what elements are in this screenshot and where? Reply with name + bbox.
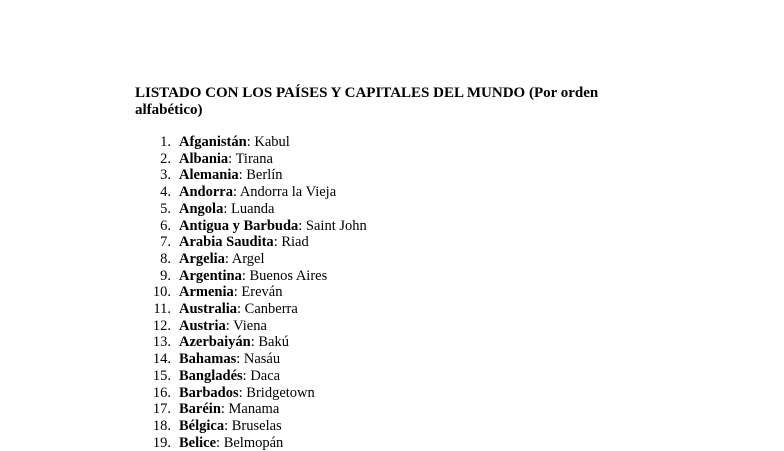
item-number: 3.	[160, 167, 171, 184]
item-number: 16.	[152, 384, 171, 401]
country-list-item	[140, 385, 367, 402]
country-list-item	[140, 418, 367, 435]
capital-name: : Luanda	[223, 200, 275, 217]
country-list-item	[140, 218, 367, 235]
capital-name: : Nasáu	[236, 351, 281, 368]
country-name: Bélgica	[179, 417, 225, 434]
capital-name: : Kabul	[246, 134, 290, 150]
country-name: Bahamas	[179, 351, 237, 368]
capital-name: : Canberra	[237, 301, 298, 318]
country-name: Argentina	[179, 267, 242, 284]
country-list-item	[140, 134, 367, 151]
capital-name: : Riad	[273, 234, 309, 251]
item-number: 5.	[160, 200, 171, 217]
item-number: 13.	[152, 334, 171, 351]
country-name: Barbados	[179, 384, 239, 401]
country-list-item	[140, 301, 367, 318]
country-list-item	[140, 167, 367, 184]
item-number: 19.	[152, 434, 171, 451]
country-list-item	[140, 334, 367, 351]
country-list	[140, 134, 367, 451]
capital-name: : Argel	[224, 250, 265, 267]
country-list-item	[140, 151, 367, 168]
country-name: Belice	[179, 434, 217, 451]
capital-name: : Viena	[225, 317, 267, 334]
capital-name: : Bakú	[250, 334, 289, 351]
country-list-item	[140, 351, 367, 368]
country-name: Baréin	[179, 401, 221, 418]
country-name: Alemania	[179, 167, 239, 184]
item-number: 6.	[160, 217, 171, 234]
country-name: Azerbaiyán	[179, 334, 251, 351]
country-list-item	[140, 201, 367, 218]
item-number: 4.	[160, 184, 171, 201]
country-name: Andorra	[179, 184, 233, 201]
item-number: 8.	[160, 250, 171, 267]
country-name: Afganistán	[179, 134, 247, 150]
item-number: 12.	[152, 317, 171, 334]
country-list-item	[140, 268, 367, 285]
capital-name: : Berlín	[238, 167, 283, 184]
country-name: Australia	[179, 301, 237, 318]
capital-name: : Buenos Aires	[241, 267, 328, 284]
country-list-item	[140, 318, 367, 335]
country-name: Austria	[179, 317, 226, 334]
capital-name: : Andorra la Vieja	[232, 184, 337, 201]
item-number: 18.	[152, 417, 171, 434]
country-list-item	[140, 234, 367, 251]
item-number: 1.	[160, 134, 171, 150]
item-number: 17.	[152, 401, 171, 418]
country-list-item	[140, 401, 367, 418]
country-name: Argelia	[179, 250, 225, 267]
capital-name: : Belmopán	[216, 434, 284, 451]
item-number: 7.	[160, 234, 171, 251]
capital-name: : Tirana	[228, 150, 273, 167]
capital-name: : Saint John	[298, 217, 367, 234]
item-number: 9.	[160, 267, 171, 284]
item-number: 15.	[152, 367, 171, 384]
country-name: Arabia Saudita	[179, 234, 274, 251]
capital-name: : Bridgetown	[238, 384, 315, 401]
item-number: 11.	[153, 301, 171, 318]
country-list-item	[140, 284, 367, 301]
country-name: Albania	[179, 150, 229, 167]
country-list-item	[140, 184, 367, 201]
capital-name: : Bruselas	[224, 417, 282, 434]
document-title: LISTADO CON LOS PAÍSES Y CAPITALES DEL MUNDO (Por orden alfabético)	[135, 85, 599, 118]
item-number: 2.	[160, 150, 171, 167]
country-list-item	[140, 368, 367, 385]
country-name: Armenia	[179, 284, 234, 301]
capital-name: : Daca	[242, 367, 281, 384]
country-name: Bangladés	[179, 367, 243, 384]
country-list-item	[140, 435, 367, 451]
country-name: Angola	[179, 200, 224, 217]
item-number: 14.	[152, 351, 171, 368]
country-name: Antigua y Barbuda	[179, 217, 299, 234]
capital-name: : Manama	[220, 401, 280, 418]
item-number: 10.	[152, 284, 171, 301]
capital-name: : Ereván	[233, 284, 283, 301]
country-list-item	[140, 251, 367, 268]
